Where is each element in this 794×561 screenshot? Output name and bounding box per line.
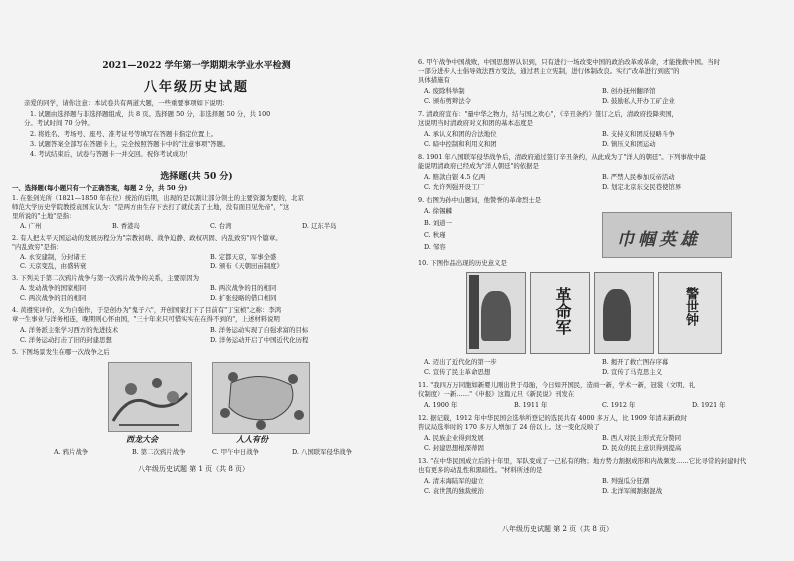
option-c: C. 颁布剪辫法令 <box>424 97 472 105</box>
question-9-line: 9. 右图为孙中山题词，他赞誉的革命烈士是 <box>418 196 542 204</box>
question-6-line: 具体措施有 <box>418 76 450 84</box>
question-7-line: 7. 清政府宣布："量中华之物力，结与国之欢心"，《辛丑条约》签订之后，清政府投降卖国， <box>418 110 679 118</box>
notice-line: 分。考试时间 70 分钟。 <box>24 119 94 127</box>
question-11-line: 仪制度）一新……"《申报》这篇元旦《新民说》刊发在 <box>418 390 575 398</box>
exam-page-2 <box>402 10 787 551</box>
option-a: A. 迈出了近代化的第一步 <box>424 358 497 366</box>
option-a: A. 徐锡麟 <box>424 207 452 215</box>
calligraphy-image <box>602 212 732 258</box>
option-c: C. 封建思想根深蒂固 <box>424 444 484 452</box>
option-a: A. 鸦片战争 <box>54 448 89 456</box>
option-c: C. 袁世凯的独裁统治 <box>424 487 484 495</box>
notice-line: 亲爱的同学，请你注意：本试卷共有两道大题，一些重要事项如下说明： <box>24 99 229 107</box>
notice-line: 3. 试题答案全部写在答题卡上，完全按照答题卡中的"注意事项"答题。 <box>30 140 230 148</box>
portrait-man <box>481 291 511 341</box>
book-title-center: 革命军 <box>553 287 572 335</box>
option-c: C. 暗中控制和利用义和团 <box>424 140 497 148</box>
question-2-line: 2. 有人把太平天国运动的发展历程分为"宗教初萌、战争迫静、政权巩固、内乱致穷"四个篇章。 <box>12 234 282 242</box>
section-intro: 一、选择题(每小题只有一个正确答案，每题 2 分，共 50 分) <box>12 184 188 192</box>
cartoon-caption-right: 人人有份 <box>236 434 268 444</box>
option-b: B. 定都天京，军事全盛 <box>210 253 277 261</box>
question-6-line: 6. 甲午战争中国战败，中国思想界认识到，只有进行一场改变中国的政治改革或革命，才能挽救中国。当时 <box>418 58 721 66</box>
option-d: D. 颁布《天朝田亩制度》 <box>210 262 283 270</box>
exam-title: 2021—2022 学年第一学期期末学业水平检测 <box>102 61 291 71</box>
option-a: A. 民族企业得到发展 <box>424 434 484 442</box>
book-title-right: 警世钟 <box>683 287 698 326</box>
calligraphy-text: 巾帼英雄 <box>617 230 701 250</box>
option-d: D. 1921 年 <box>692 401 726 409</box>
question-1-line: 里所说的"土地"是指： <box>12 212 76 220</box>
question-1-line: 1. 在张剑光所（1821—1850 年在位）统治的后期，出现的是以割让部分领土的主要资源为要的，北京 <box>12 194 304 202</box>
question-10-line: 10. 下图作品出现的历史意义是 <box>418 259 507 267</box>
option-b: B. 第二次鸦片战争 <box>132 448 186 456</box>
page-footer: 八年级历史试题 第 1 页（共 8 页） <box>138 465 250 473</box>
option-d: D. 镇压义和团运动 <box>602 140 656 148</box>
cartoon-caption-left: 西龙大会 <box>126 434 158 444</box>
cartoon-map-icon <box>213 363 309 433</box>
option-d: D. 辽东半岛 <box>302 222 337 230</box>
option-b: B. 严禁人民参加反帝活动 <box>602 173 675 181</box>
question-2-line: "内乱致穷"是指： <box>12 243 63 251</box>
option-b: B. 两次战争的目的相同 <box>210 284 277 292</box>
question-5-line: 5. 下图场景发生在哪一次战争之后 <box>12 348 110 356</box>
notice-line: 1. 试题由选择题与非选择题组成，共 8 页。选择题 50 分，非选择题 50 分，共 100 <box>30 110 271 118</box>
question-7-line: 这说明当时清政府对义和团的基本态度是 <box>418 119 534 127</box>
option-d: D. 宣传了马克思主义 <box>602 368 663 376</box>
option-d: D. 划定北京东交民巷使馆界 <box>602 183 682 191</box>
option-a: A. 广州 <box>20 222 42 230</box>
option-b: B. 刘道一 <box>424 219 452 227</box>
cartoon-figures-icon <box>109 363 191 431</box>
option-d: D. 民众的民主意识得到提高 <box>602 444 682 452</box>
option-c: C. 允许列强开设工厂 <box>424 183 484 191</box>
option-d: D. 八国联军侵华战争 <box>292 448 353 456</box>
cartoon-image-right <box>212 362 310 434</box>
question-13-line: 也有更多的动乱性和黑暗性。"材料所述的是 <box>418 466 543 474</box>
option-b: B. 西人对民主形式充分赞同 <box>602 434 682 442</box>
question-6-line: 一部分进步人士倡导效法西方变法，通过君主立宪制，进行体制改良。实行"改革进行到底"的 <box>418 67 680 75</box>
newspaper-column-bar <box>469 275 479 349</box>
option-c: C. 两次战争的目的相同 <box>20 294 87 302</box>
question-12-line: 咨议局选举时的 170 多万人增加了 24 倍以上。这一变化反映了 <box>418 423 600 431</box>
exam-page-1 <box>4 10 389 551</box>
option-b: B. 1911 年 <box>514 401 548 409</box>
newspaper-image-right <box>594 272 654 354</box>
option-d: D. 扩张侵略的借口相同 <box>210 294 277 302</box>
option-c: C. 甲午中日战争 <box>212 448 260 456</box>
option-b: B. 洋务运动实现了自强求富的目标 <box>210 326 309 334</box>
option-a: A. 1900 年 <box>424 401 458 409</box>
newspaper-image-left <box>466 272 526 354</box>
question-4-line: 章一生事业与洋务相连，晚期则心怀由国，"三十年来只可惜实实在在得不到的"，上述材料说明 <box>12 315 280 323</box>
option-c: C. 台湾 <box>210 222 232 230</box>
option-a: A. 发动战争的国家相同 <box>20 284 87 292</box>
cartoon-image-left <box>108 362 192 432</box>
option-b: B. 揭开了救亡图存序幕 <box>602 358 669 366</box>
option-a: A. 洋务派主张学习西方的先进技术 <box>20 326 119 334</box>
question-8-line: 8. 1901 年八国联军侵华战争后，清政府通过签订辛丑条约，从此成为了"洋人的朝廷"。下列事故中最 <box>418 153 706 161</box>
question-4-line: 4. 黄遵宪评价，义为自强作，于是创办为"鬼子六"，开创国家打下了目前有"丁宝桢"之称：李鸿 <box>12 306 282 314</box>
option-d: D. 洋务运动开启了中国近代化历程 <box>210 336 309 344</box>
notice-line: 4. 考试结束后，试卷与答题卡一并交回。祝你考试成功！ <box>30 150 192 158</box>
option-a: A. 永安建制，分封诸王 <box>20 253 87 261</box>
option-c: C. 洋务运动打击了旧的封建思想 <box>20 336 112 344</box>
option-d: D. 邹容 <box>424 243 446 251</box>
option-b: B. 支持义和团反侵略斗争 <box>602 130 675 138</box>
option-c: C. 天京变乱，由盛转衰 <box>20 262 87 270</box>
portrait-woman <box>603 289 631 341</box>
question-13-line: 13. "在中华民国成立后的十年里，军队变成了一己私有的物；地方势力割据成形和内战频发……它比寻常的封建时代 <box>418 457 747 465</box>
option-b: B. 创办抚州翻译馆 <box>602 87 656 95</box>
book-cover-center <box>530 272 590 354</box>
option-b: B. 香港岛 <box>112 222 140 230</box>
option-b: B. 列强瓜分狂潮 <box>602 477 650 485</box>
option-c: C. 秋瑾 <box>424 231 446 239</box>
option-a: A. 清末海陆军的建立 <box>424 477 484 485</box>
question-3-line: 3. 下列关于第二次鸦片战争与第一次鸦片战争的关系，主要原因为 <box>12 274 200 282</box>
notice-line: 2. 将姓名、考场号、座号、准考证号等填写在答题卡指定位置上。 <box>30 130 218 138</box>
question-1-line: 师范大学历史学院教授袁国友认为："是两方由生存下去打了就仗丢了土地，没有面目见先帝"，"这 <box>12 203 290 211</box>
question-11-line: 11. "我四万万同胞如新婴儿刚出世于母胎，今日如开国民，造商一新，学术一新，冠裳（文明、礼 <box>418 381 696 389</box>
option-d: D. 鼓励私人开办工矿企业 <box>602 97 675 105</box>
option-d: D. 北洋军阀割据混战 <box>602 487 663 495</box>
page-footer: 八年级历史试题 第 2 页（共 8 页） <box>502 525 614 533</box>
subject-title: 八年级历史试题 <box>143 80 249 95</box>
option-c: C. 1912 年 <box>602 401 636 409</box>
book-cover-right <box>658 272 722 354</box>
option-a: A. 承认义和团的合法地位 <box>424 130 497 138</box>
option-a: A. 赔款白银 4.5 亿两 <box>424 173 486 181</box>
option-c: C. 宣传了民主革命思想 <box>424 368 491 376</box>
question-12-line: 12. 据记载，1912 年中华民国会选举所登记的选民共有 4000 多万人，比 1909 年清末新政时 <box>418 414 688 422</box>
option-a: A. 废除科举制 <box>424 87 465 95</box>
section-title: 选择题(共 50 分) <box>160 172 233 182</box>
question-8-line: 能说明清政府已经成为"洋人朝廷"的依据是 <box>418 162 539 170</box>
